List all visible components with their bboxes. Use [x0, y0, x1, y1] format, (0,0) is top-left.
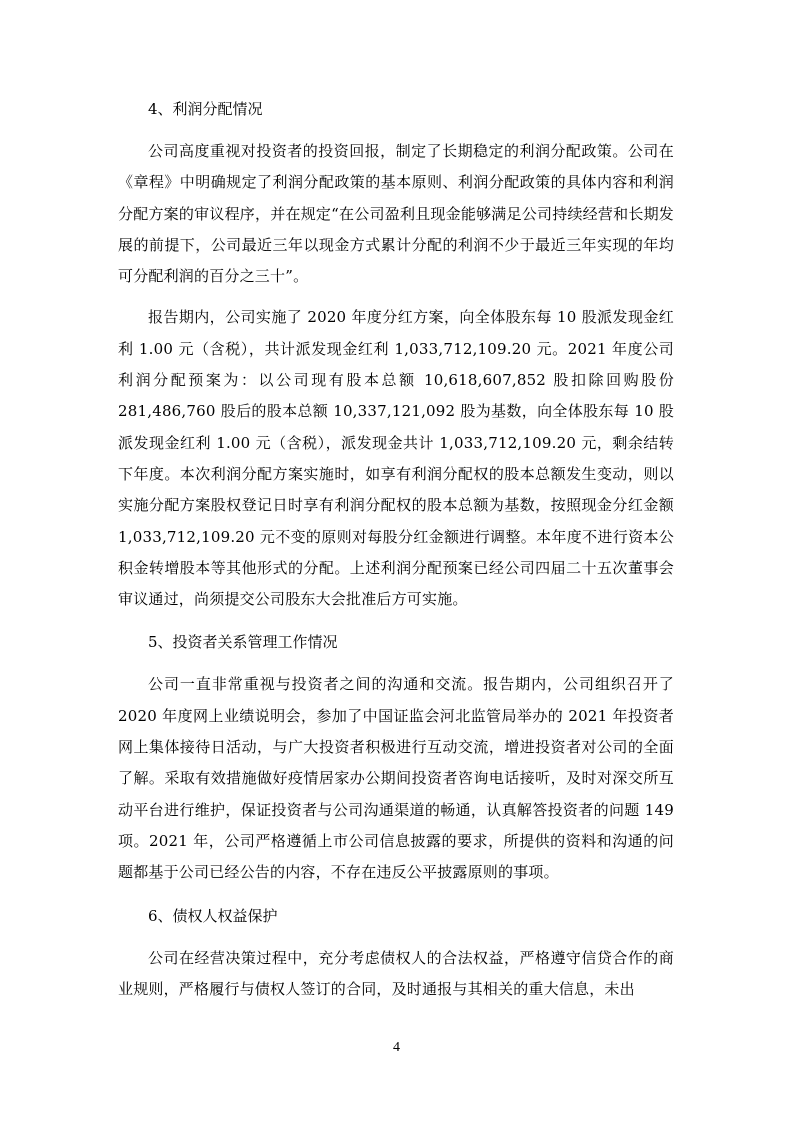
- section-heading-investor-relations: 5、投资者关系管理工作情况: [148, 633, 338, 652]
- page-content: [118, 92, 674, 1015]
- section-heading-profit-distribution: 4、利润分配情况: [148, 100, 263, 118]
- paragraph-dividend-plan: 报告期内，公司实施了 2020 年度分红方案，向全体股东每 10 股派发现金红利 1.00 元（含税），共计派发现金红利 1,033,712,109.20 元。2021 年度公司利润分配预案为：以公司现有股本总额 10,618,607,852 股扣除回购股份 281,486,760 股后的股本总额 10,337,121,092 股为基数，向全体股东每 10 股派发现金红利 1.00 元（含税），派发现金共计 1,033,712,109.20 元，剩余结转下年度。本次利润分配方案实施时，如享有利润分配权的股本总额发生变动，则以实施分配方案股权登记日时享有利润分配权的股本总额为基数，按照现金分红金额 1,033,712,109.20 元不变的原则对每股分红金额进行调整。本年度不进行资本公积金转增股本等其他形式的分配。上述利润分配预案已经公司四届二十五次董事会审议通过，尚须提交公司股东大会批准后方可实施。: [118, 308, 674, 609]
- paragraph-creditor-rights: 公司在经营决策过程中，充分考虑债权人的合法权益，严格遵守信贷合作的商业规则，严格履行与债权人签订的合同，及时通报与其相关的重大信息，未出: [118, 948, 674, 998]
- section-heading-creditor-rights: 6、债权人权益保护: [148, 906, 278, 925]
- paragraph-investor-relations: 公司一直非常重视与投资者之间的沟通和交流。报告期内，公司组织召开了 2020 年度网上业绩说明会，参加了中国证监会河北监管局举办的 2021 年投资者网上集体接待日活动，与广大投资者积极进行互动交流，增进投资者对公司的全面了解。采取有效措施做好疫情居家办公期间投资者咨询电话接听，及时对深交所互动平台进行维护，保证投资者与公司沟通渠道的畅通，认真解答投资者的问题 149 项。2021 年，公司严格遵循上市公司信息披露的要求，所提供的资料和沟通的问题都基于公司已经公告的内容，不存在违反公平披露原则的事项。: [118, 675, 674, 882]
- page-number: 4: [393, 1040, 400, 1055]
- paragraph-profit-policy: 公司高度重视对投资者的投资回报，制定了长期稳定的利润分配政策。公司在《章程》中明确规定了利润分配政策的基本原则、利润分配政策的具体内容和利润分配方案的审议程序，并在规定“在公司盈利且现金能够满足公司持续经营和长期发展的前提下，公司最近三年以现金方式累计分配的利润不少于最近三年实现的年均可分配利润的百分之三十”。: [118, 142, 674, 286]
